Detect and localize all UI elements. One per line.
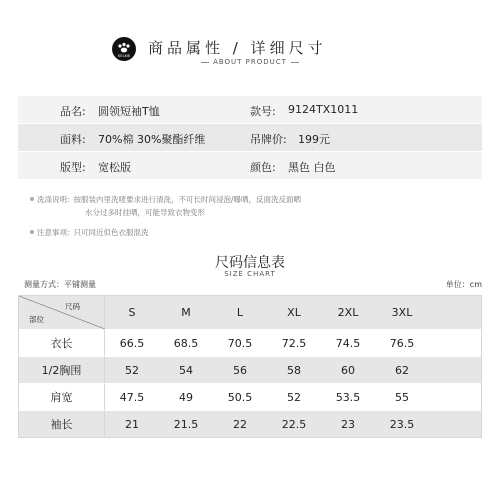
size-table: [18, 295, 482, 438]
svg-text:KELME: KELME: [117, 54, 131, 58]
info-value: 圆领短袖T恤: [98, 105, 160, 118]
wash-text: 按服装内里洗唛要求进行清洗，不可长时间浸泡/曝晒，反面洗反面晒: [73, 195, 302, 204]
size-header-cell: M: [181, 306, 191, 319]
info-value: 黑色 白色: [288, 161, 336, 174]
info-value: 9124TX1011: [288, 103, 359, 116]
table-row: [19, 383, 481, 410]
attention-label: 注意事项:: [37, 228, 70, 237]
table-row: [19, 329, 481, 356]
info-row: [18, 96, 482, 123]
info-value: 70%棉 30%聚酯纤维: [98, 133, 206, 146]
size-header-cell: 3XL: [391, 306, 413, 319]
value-cell: 50.5: [227, 390, 253, 404]
page-subtitle: ABOUT PRODUCT: [0, 58, 500, 66]
value-cell: 22.5: [281, 417, 307, 431]
value-cell: 49: [179, 390, 193, 404]
info-value: 199元: [298, 133, 330, 146]
page-header: [0, 34, 500, 70]
value-cell: 22: [233, 417, 247, 431]
info-cell: [18, 152, 250, 179]
unit-label: 单位：cm: [445, 280, 482, 289]
attention-text: 只可同近似色衣服混洗: [73, 228, 149, 237]
bullet-icon: [30, 197, 34, 201]
value-cell: 62: [395, 363, 409, 377]
part-cell: 肩宽: [19, 384, 105, 410]
table-row: [19, 410, 481, 437]
value-cell: 23: [341, 417, 355, 431]
attention-note: [30, 226, 149, 239]
table-header-row: [19, 296, 481, 329]
wash-note-continued: 水分过多时挂晒，可能导致衣物变形: [85, 208, 205, 217]
info-label: 版型:: [60, 161, 86, 174]
table-row: [19, 356, 481, 383]
info-cell: [18, 96, 250, 123]
size-header-cell: L: [236, 306, 244, 319]
info-label: 款号:: [250, 105, 276, 118]
value-cell: 72.5: [281, 336, 307, 350]
value-cell: 58: [287, 363, 301, 377]
corner-part-label: 部位: [29, 315, 44, 324]
info-row: [18, 152, 482, 179]
value-cell: 74.5: [335, 336, 361, 350]
value-cell: 76.5: [389, 336, 415, 350]
value-cell: 52: [287, 390, 301, 404]
measure-method: 测量方式：平铺测量: [24, 280, 96, 289]
info-cell: [250, 152, 482, 179]
info-label: 颜色:: [250, 161, 276, 174]
value-cell: 52: [125, 363, 139, 377]
info-cell: [250, 124, 482, 151]
info-label: 吊牌价:: [250, 133, 287, 146]
value-cell: 47.5: [119, 390, 145, 404]
corner-cell: [19, 296, 105, 329]
wash-note: [30, 193, 301, 206]
value-cell: 23.5: [389, 417, 415, 431]
info-cell: [250, 96, 482, 123]
corner-size-label: 尺码: [65, 302, 80, 311]
size-chart-subtitle: SIZE CHART: [224, 270, 276, 278]
value-cell: 21.5: [173, 417, 199, 431]
value-cell: 53.5: [335, 390, 361, 404]
info-cell: [18, 124, 250, 151]
info-label: 品名:: [60, 105, 86, 118]
divider: [201, 62, 209, 63]
info-label: 面料:: [60, 133, 86, 146]
value-cell: 55: [395, 390, 409, 404]
bullet-icon: [30, 230, 34, 234]
wash-label: 洗涤说明:: [37, 195, 70, 204]
page-title: 商品属性 / 详细尺寸: [148, 39, 327, 57]
part-cell: 衣长: [19, 330, 105, 356]
value-cell: 54: [179, 363, 193, 377]
size-header-cell: 2XL: [337, 306, 359, 319]
size-header-cell: XL: [287, 306, 301, 319]
value-cell: 21: [125, 417, 139, 431]
part-cell: 1/2胸围: [19, 357, 105, 383]
part-cell: 袖长: [19, 411, 105, 437]
value-cell: 60: [341, 363, 355, 377]
info-value: 宽松版: [98, 161, 131, 174]
value-cell: 66.5: [119, 336, 145, 350]
size-chart-title: 尺码信息表: [215, 255, 285, 271]
info-row: [18, 124, 482, 151]
product-info-table: [18, 96, 482, 180]
value-cell: 68.5: [173, 336, 199, 350]
divider: [291, 62, 299, 63]
size-header-cell: S: [128, 306, 136, 319]
value-cell: 70.5: [227, 336, 253, 350]
value-cell: 56: [233, 363, 247, 377]
